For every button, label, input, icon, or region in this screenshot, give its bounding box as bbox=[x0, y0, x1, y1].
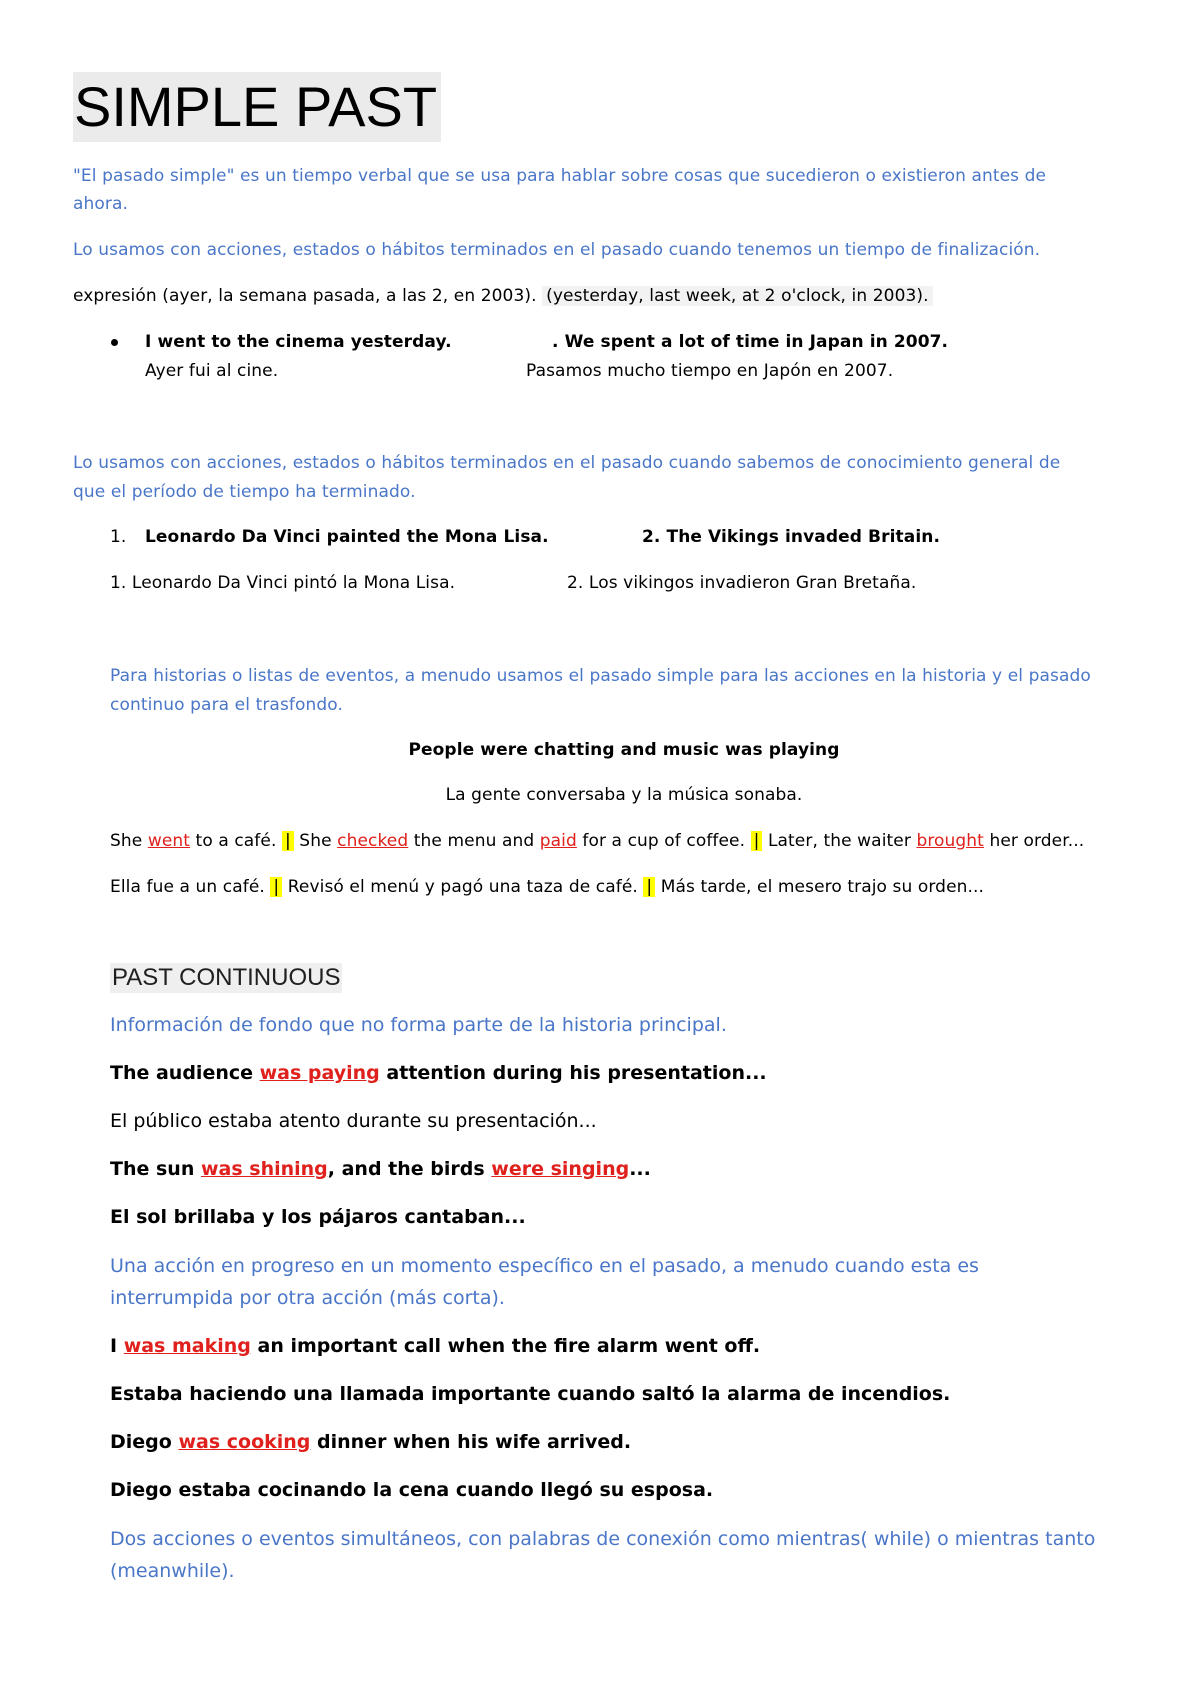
pc-text: dinner when his wife arrived. bbox=[310, 1431, 632, 1453]
pc-info-2-line-1: Una acción en progreso en un momento específico en el pasado, a menudo cuando esta es bbox=[110, 1255, 979, 1277]
section3-example-en: People were chatting and music was playing bbox=[408, 740, 840, 760]
pc-text: I bbox=[110, 1335, 124, 1357]
expression-line bbox=[73, 282, 933, 310]
page-title: SIMPLE PAST bbox=[73, 72, 441, 142]
story-text: her order... bbox=[983, 831, 1085, 851]
story-text: Later, the waiter bbox=[762, 831, 917, 851]
section2-es-b: 2. Los vikingos invadieron Gran Bretaña. bbox=[567, 573, 917, 593]
pc-verb: was making bbox=[123, 1335, 251, 1357]
expression-es: expresión (ayer, la semana pasada, a las 2, en 2003). bbox=[73, 286, 537, 306]
highlight-separator: | bbox=[643, 877, 655, 897]
pc-verb: was cooking bbox=[178, 1431, 311, 1453]
section2-line-1: Lo usamos con acciones, estados o hábitos terminados en el pasado cuando sabemos de conocimiento general de bbox=[73, 453, 1061, 473]
intro-line-3: Lo usamos con acciones, estados o hábitos terminados en el pasado cuando tenemos un tiempo de finalización. bbox=[73, 240, 1041, 260]
story-text: Ella fue a un café. bbox=[110, 877, 271, 897]
highlight-separator: | bbox=[270, 877, 282, 897]
pc-text: The audience bbox=[110, 1062, 260, 1084]
pc-verb: was shining bbox=[200, 1158, 328, 1180]
section-heading-past-continuous: PAST CONTINUOUS bbox=[112, 964, 341, 991]
story-text: the menu and bbox=[408, 831, 540, 851]
story-verb-checked: checked bbox=[337, 831, 409, 851]
section2-en-a: Leonardo Da Vinci painted the Mona Lisa. bbox=[145, 527, 549, 547]
section3-line-2: continuo para el trasfondo. bbox=[110, 695, 343, 715]
pc-info-2-line-2: interrumpida por otra acción (más corta). bbox=[110, 1287, 505, 1309]
example-es-b: Pasamos mucho tiempo en Japón en 2007. bbox=[526, 361, 894, 381]
pc-info-3-line-1: Dos acciones o eventos simultáneos, con palabras de conexión como mientras( while) o mientras tanto bbox=[110, 1528, 1096, 1550]
example-es-a: Ayer fui al cine. bbox=[145, 361, 279, 381]
pc-example-4 bbox=[110, 1427, 631, 1457]
example-en-b: . We spent a lot of time in Japan in 2007. bbox=[552, 332, 949, 352]
story-es bbox=[110, 873, 984, 901]
story-text: Revisó el menú y pagó una taza de café. bbox=[282, 877, 644, 897]
pc-example-4-es: Diego estaba cocinando la cena cuando llegó su esposa. bbox=[110, 1479, 714, 1501]
story-verb-paid: paid bbox=[539, 831, 577, 851]
section2-en-b: 2. The Vikings invaded Britain. bbox=[642, 527, 941, 547]
expression-en: (yesterday, last week, at 2 o'clock, in 2003). bbox=[542, 286, 933, 306]
pc-text: , and the birds bbox=[327, 1158, 492, 1180]
story-en bbox=[110, 827, 1084, 855]
pc-verb: were singing bbox=[491, 1158, 630, 1180]
section2-number: 1. bbox=[110, 527, 127, 547]
example-en-a: I went to the cinema yesterday. bbox=[145, 332, 452, 352]
story-text: She bbox=[110, 831, 148, 851]
section2-line-2: que el período de tiempo ha terminado. bbox=[73, 482, 416, 502]
pc-info-3-line-2: (meanwhile). bbox=[110, 1560, 235, 1582]
story-text: for a cup of coffee. bbox=[576, 831, 751, 851]
pc-text: Diego bbox=[110, 1431, 179, 1453]
story-verb-went: went bbox=[147, 831, 191, 851]
story-verb-brought: brought bbox=[916, 831, 984, 851]
pc-text: The sun bbox=[110, 1158, 201, 1180]
story-text: She bbox=[293, 831, 338, 851]
pc-example-3 bbox=[110, 1331, 760, 1361]
pc-info-1: Información de fondo que no forma parte de la historia principal. bbox=[110, 1014, 727, 1036]
pc-example-2 bbox=[110, 1154, 651, 1184]
story-text: to a café. bbox=[190, 831, 282, 851]
pc-verb: was paying bbox=[259, 1062, 380, 1084]
highlight-separator: | bbox=[751, 831, 763, 851]
intro-line-1: "El pasado simple" es un tiempo verbal que se usa para hablar sobre cosas que sucedieron o existieron antes de bbox=[73, 166, 1047, 186]
intro-line-2: ahora. bbox=[73, 194, 129, 214]
pc-text: ... bbox=[629, 1158, 651, 1180]
pc-text: attention during his presentation... bbox=[379, 1062, 767, 1084]
highlight-separator: | bbox=[282, 831, 294, 851]
section2-es-a: 1. Leonardo Da Vinci pintó la Mona Lisa. bbox=[110, 573, 456, 593]
story-text: Más tarde, el mesero trajo su orden... bbox=[655, 877, 985, 897]
section3-example-es: La gente conversaba y la música sonaba. bbox=[445, 785, 803, 805]
pc-example-3-es: Estaba haciendo una llamada importante cuando saltó la alarma de incendios. bbox=[110, 1383, 951, 1405]
section3-line-1: Para historias o listas de eventos, a menudo usamos el pasado simple para las acciones en la historia y el pasado bbox=[110, 666, 1091, 686]
bullet-icon bbox=[111, 339, 118, 346]
pc-example-1 bbox=[110, 1058, 767, 1088]
pc-text: an important call when the fire alarm went off. bbox=[250, 1335, 761, 1357]
pc-example-2-es: El sol brillaba y los pájaros cantaban... bbox=[110, 1206, 526, 1228]
pc-example-1-es: El público estaba atento durante su presentación... bbox=[110, 1110, 597, 1132]
